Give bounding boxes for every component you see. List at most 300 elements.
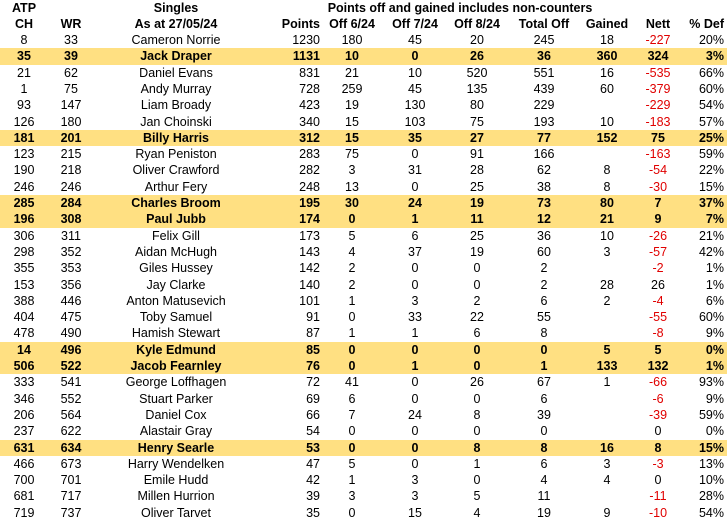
off-6-24: 0 (348, 505, 356, 520)
rank-ch: 681 (13, 489, 35, 504)
off-8-24: 0 (473, 391, 481, 406)
rank-ch: 8 (20, 33, 28, 47)
total-off: 60 (537, 244, 551, 259)
nett: 5 (654, 342, 662, 357)
header-off-8-24: Off 8/24 (454, 17, 500, 31)
gained (580, 407, 634, 423)
total-off: 12 (537, 212, 551, 227)
pct-def: 66% (698, 65, 724, 80)
rank-wr: 541 (60, 375, 82, 390)
gained (580, 309, 634, 325)
off-8-24: 27 (470, 130, 484, 145)
pct-def: 22% (698, 163, 724, 178)
nett: 324 (647, 49, 669, 64)
rank-ch: 35 (17, 49, 31, 64)
table-row (0, 325, 727, 341)
rank-wr: 201 (60, 130, 82, 145)
total-off: 19 (537, 505, 551, 520)
nett: 7 (654, 196, 662, 210)
nett: -10 (648, 505, 668, 520)
pct-def: 42% (698, 244, 724, 259)
off-6-24: 259 (341, 81, 363, 96)
table-row (0, 423, 727, 439)
player-name: Oliver Tarvet (141, 505, 211, 520)
header-atp: ATP (11, 1, 37, 15)
nett: 9 (654, 212, 662, 227)
pct-def: 93% (698, 375, 724, 390)
table-row (0, 244, 727, 260)
gained: 4 (603, 473, 611, 488)
pct-def: 15% (698, 179, 724, 194)
rank-ch: 404 (13, 310, 35, 325)
nett: -4 (652, 293, 664, 308)
off-6-24: 21 (345, 65, 359, 80)
rank-wr: 308 (60, 212, 82, 227)
rank-wr: 75 (64, 81, 78, 96)
total-off: 6 (540, 293, 548, 308)
points: 142 (299, 261, 320, 276)
off-8-24: 11 (470, 212, 484, 227)
table-row (0, 440, 727, 456)
gained (580, 260, 634, 276)
total-off: 2 (540, 261, 548, 276)
off-8-24: 6 (473, 326, 481, 341)
off-6-24: 2 (348, 261, 356, 276)
off-7-24: 1 (411, 212, 419, 227)
rank-wr: 496 (60, 342, 82, 357)
table-row (0, 146, 727, 162)
rank-ch: 631 (13, 440, 35, 455)
rank-ch: 306 (13, 228, 35, 243)
header-pct-def: % Def (689, 17, 724, 31)
header-singles: Singles (153, 1, 199, 15)
player-name: Henry Searle (137, 440, 215, 455)
off-6-24: 0 (348, 342, 356, 357)
total-off: 73 (537, 196, 551, 210)
off-7-24: 0 (411, 342, 419, 357)
rank-wr: 634 (60, 440, 82, 455)
off-7-24: 0 (411, 456, 419, 471)
gained (580, 488, 634, 504)
pct-def: 15% (698, 440, 724, 455)
pct-def: 57% (698, 114, 724, 129)
table-row (0, 260, 727, 276)
table-row (0, 407, 727, 423)
total-off: 55 (537, 310, 551, 325)
points: 423 (299, 98, 320, 113)
nett: 75 (651, 130, 665, 145)
nett: -3 (652, 456, 664, 471)
gained: 10 (600, 228, 614, 243)
pct-def: 37% (698, 196, 724, 210)
nett: -55 (648, 310, 668, 325)
nett: -379 (645, 81, 671, 96)
table-row (0, 309, 727, 325)
nett: 0 (654, 424, 662, 439)
pct-def: 60% (698, 310, 724, 325)
rank-ch: 126 (13, 114, 35, 129)
rank-ch: 123 (13, 147, 35, 162)
total-off: 62 (537, 163, 551, 178)
nett: -163 (645, 147, 671, 162)
off-8-24: 20 (470, 33, 484, 47)
total-off: 0 (540, 342, 548, 357)
gained: 10 (600, 114, 614, 129)
rank-ch: 93 (17, 98, 31, 113)
pct-def: 1% (705, 359, 724, 373)
table-row (0, 48, 727, 64)
player-name: Charles Broom (131, 196, 221, 210)
nett: -229 (645, 98, 671, 113)
header-note: Points off and gained includes non-counters (327, 1, 593, 15)
gained: 5 (603, 342, 611, 357)
points: 831 (299, 65, 320, 80)
off-7-24: 15 (408, 505, 422, 520)
nett: -30 (648, 179, 668, 194)
rank-ch: 246 (13, 179, 35, 194)
gained: 21 (600, 212, 614, 227)
rank-wr: 218 (60, 163, 82, 178)
rank-ch: 190 (13, 163, 35, 178)
nett: -54 (648, 163, 668, 178)
pct-def: 7% (705, 212, 724, 227)
gained: 8 (603, 163, 611, 178)
table-row (0, 114, 727, 130)
player-name: Harry Wendelken (127, 456, 225, 471)
rank-ch: 346 (13, 391, 35, 406)
points: 87 (306, 326, 320, 341)
rank-ch: 355 (13, 261, 35, 276)
total-off: 36 (537, 49, 551, 64)
rank-ch: 298 (13, 244, 35, 259)
points: 47 (306, 456, 320, 471)
off-6-24: 0 (348, 310, 356, 325)
gained: 60 (600, 81, 614, 96)
player-name: Hamish Stewart (131, 326, 221, 341)
rank-wr: 147 (60, 98, 82, 113)
rank-wr: 522 (60, 359, 82, 373)
header-wr: WR (60, 17, 82, 31)
off-8-24: 0 (473, 473, 481, 488)
player-name: Kyle Edmund (136, 342, 216, 357)
off-8-24: 1 (473, 456, 481, 471)
gained: 3 (603, 244, 611, 259)
off-8-24: 26 (470, 49, 484, 64)
header-nett: Nett (645, 17, 671, 31)
off-6-24: 180 (341, 33, 363, 47)
off-8-24: 26 (470, 375, 484, 390)
rank-wr: 215 (60, 147, 82, 162)
player-name: Alastair Gray (139, 424, 213, 439)
nett: -535 (645, 65, 671, 80)
rank-wr: 353 (60, 261, 82, 276)
rank-ch: 196 (13, 212, 35, 227)
points: 140 (299, 277, 320, 292)
total-off: 6 (540, 391, 548, 406)
rank-wr: 490 (60, 326, 82, 341)
gained: 16 (600, 440, 614, 455)
off-8-24: 19 (470, 196, 484, 210)
pct-def: 25% (698, 130, 724, 145)
player-name: Toby Samuel (139, 310, 213, 325)
player-name: Ryan Peniston (135, 147, 217, 162)
off-7-24: 0 (411, 49, 419, 64)
off-7-24: 1 (411, 359, 419, 373)
player-name: Aidan McHugh (135, 244, 217, 259)
header-off-6-24: Off 6/24 (329, 17, 375, 31)
gained: 28 (600, 277, 614, 292)
player-name: Cameron Norrie (131, 33, 221, 47)
off-8-24: 4 (473, 505, 481, 520)
gained: 80 (600, 196, 614, 210)
gained: 3 (603, 456, 611, 471)
rank-wr: 180 (60, 114, 82, 129)
off-6-24: 0 (348, 440, 356, 455)
pct-def: 1% (705, 261, 724, 276)
player-name: Billy Harris (142, 130, 209, 145)
off-6-24: 6 (348, 391, 356, 406)
table-row (0, 32, 727, 48)
off-7-24: 3 (411, 489, 419, 504)
rank-ch: 700 (13, 473, 35, 488)
off-8-24: 91 (470, 147, 484, 162)
off-8-24: 19 (470, 244, 484, 259)
nett: -183 (645, 114, 671, 129)
gained (580, 423, 634, 439)
off-6-24: 2 (348, 277, 356, 292)
off-7-24: 24 (408, 407, 422, 422)
rank-wr: 352 (60, 244, 82, 259)
off-7-24: 3 (411, 293, 419, 308)
off-6-24: 13 (345, 179, 359, 194)
off-8-24: 0 (473, 424, 481, 439)
nett: -6 (652, 391, 664, 406)
rank-wr: 737 (60, 505, 82, 520)
total-off: 67 (537, 375, 551, 390)
table-row (0, 179, 727, 195)
nett: -39 (648, 407, 668, 422)
off-8-24: 2 (473, 293, 481, 308)
total-off: 245 (533, 33, 555, 47)
player-name: Anton Matusevich (126, 293, 226, 308)
off-8-24: 0 (473, 261, 481, 276)
points: 248 (299, 179, 320, 194)
total-off: 77 (537, 130, 551, 145)
rank-wr: 33 (64, 33, 78, 47)
header-as-at: As at 27/05/24 (134, 17, 218, 31)
pct-def: 13% (698, 456, 724, 471)
off-6-24: 75 (345, 147, 359, 162)
nett: -11 (649, 489, 667, 504)
player-name: Stuart Parker (139, 391, 213, 406)
off-7-24: 0 (411, 261, 419, 276)
off-8-24: 22 (470, 310, 484, 325)
off-6-24: 3 (348, 489, 356, 504)
rank-ch: 719 (13, 505, 35, 520)
points: 340 (299, 114, 320, 129)
total-off: 8 (540, 440, 548, 455)
gained (580, 325, 634, 341)
total-off: 193 (533, 114, 555, 129)
off-7-24: 31 (408, 163, 422, 178)
table-row (0, 211, 727, 227)
pct-def: 28% (698, 489, 724, 504)
off-7-24: 3 (411, 473, 419, 488)
points: 53 (306, 440, 320, 455)
table-row (0, 162, 727, 178)
points: 101 (299, 293, 320, 308)
off-7-24: 24 (408, 196, 422, 210)
pct-def: 60% (698, 81, 724, 96)
player-name: Liam Broady (140, 98, 212, 113)
player-name: Jan Choinski (140, 114, 212, 129)
gained: 360 (596, 49, 618, 64)
points: 283 (299, 147, 320, 162)
pct-def: 54% (698, 505, 724, 520)
table-row (0, 391, 727, 407)
total-off: 0 (540, 424, 548, 439)
rank-wr: 284 (60, 196, 82, 210)
off-8-24: 80 (470, 98, 484, 113)
pct-def: 10% (698, 473, 724, 488)
off-7-24: 0 (411, 440, 419, 455)
pct-def: 54% (698, 98, 724, 113)
off-7-24: 130 (404, 98, 426, 113)
header-points: Points (281, 17, 320, 31)
total-off: 166 (533, 147, 555, 162)
gained: 18 (600, 33, 614, 47)
table-row (0, 130, 727, 146)
gained (580, 391, 634, 407)
total-off: 36 (537, 228, 551, 243)
off-6-24: 1 (348, 473, 356, 488)
rank-ch: 466 (13, 456, 35, 471)
rank-wr: 356 (60, 277, 82, 292)
off-8-24: 25 (470, 228, 484, 243)
rank-wr: 717 (60, 489, 82, 504)
pct-def: 9% (705, 391, 724, 406)
table-row (0, 277, 727, 293)
total-off: 2 (540, 277, 548, 292)
gained: 1 (603, 375, 611, 390)
points: 85 (306, 342, 320, 357)
total-off: 6 (540, 456, 548, 471)
table-row (0, 65, 727, 81)
nett: -8 (652, 326, 664, 341)
off-8-24: 0 (473, 359, 481, 373)
off-7-24: 45 (408, 81, 422, 96)
rank-ch: 478 (13, 326, 35, 341)
player-name: George Loffhagen (125, 375, 227, 390)
total-off: 229 (533, 98, 555, 113)
points: 91 (306, 310, 320, 325)
pct-def: 3% (705, 49, 724, 64)
rank-ch: 181 (13, 130, 35, 145)
rank-wr: 622 (60, 424, 82, 439)
table-row (0, 228, 727, 244)
rank-ch: 333 (13, 375, 35, 390)
rank-ch: 388 (13, 293, 35, 308)
off-7-24: 0 (411, 424, 419, 439)
points: 174 (299, 212, 320, 227)
points: 1131 (292, 49, 320, 64)
nett: -66 (648, 375, 668, 390)
rank-wr: 701 (60, 473, 82, 488)
off-6-24: 30 (345, 196, 359, 210)
table-row (0, 488, 727, 504)
off-7-24: 0 (411, 277, 419, 292)
rank-wr: 552 (60, 391, 82, 406)
player-name: Jay Clarke (146, 277, 206, 292)
off-8-24: 5 (473, 489, 481, 504)
rank-wr: 673 (60, 456, 82, 471)
player-name: Arthur Fery (144, 179, 208, 194)
table-row (0, 81, 727, 97)
off-6-24: 0 (348, 424, 356, 439)
off-6-24: 0 (348, 359, 356, 373)
points: 42 (306, 473, 320, 488)
header-total-off: Total Off (518, 17, 570, 31)
rank-ch: 14 (17, 342, 31, 357)
points: 76 (306, 359, 320, 373)
off-7-24: 6 (411, 228, 419, 243)
table-row (0, 195, 727, 211)
points: 1230 (292, 33, 320, 47)
pct-def: 9% (705, 326, 724, 341)
nett: 26 (651, 277, 665, 292)
rank-wr: 446 (60, 293, 82, 308)
off-7-24: 0 (411, 391, 419, 406)
off-8-24: 28 (470, 163, 484, 178)
off-7-24: 0 (411, 179, 419, 194)
total-off: 8 (540, 326, 548, 341)
off-8-24: 135 (466, 81, 488, 96)
off-6-24: 15 (345, 114, 359, 129)
gained: 9 (603, 505, 611, 520)
table-row (0, 472, 727, 488)
pct-def: 21% (698, 228, 724, 243)
total-off: 439 (533, 81, 555, 96)
nett: 8 (654, 440, 662, 455)
player-name: Jack Draper (140, 49, 212, 64)
pct-def: 0% (705, 342, 724, 357)
off-8-24: 0 (473, 342, 481, 357)
gained: 16 (600, 65, 614, 80)
points: 66 (306, 407, 320, 422)
off-8-24: 0 (473, 277, 481, 292)
nett: -227 (645, 33, 671, 47)
off-6-24: 1 (348, 293, 356, 308)
nett: 0 (654, 473, 662, 488)
off-7-24: 33 (408, 310, 422, 325)
points: 143 (299, 244, 320, 259)
table-row (0, 358, 727, 374)
player-name: Emile Hudd (143, 473, 209, 488)
rank-ch: 153 (13, 277, 35, 292)
rank-ch: 1 (20, 81, 28, 96)
header-gained: Gained (585, 17, 629, 31)
points: 173 (299, 228, 320, 243)
off-8-24: 75 (470, 114, 484, 129)
rank-ch: 237 (13, 424, 35, 439)
player-name: Andy Murray (140, 81, 212, 96)
points: 282 (299, 163, 320, 178)
total-off: 39 (537, 407, 551, 422)
off-7-24: 1 (411, 326, 419, 341)
player-name: Felix Gill (152, 228, 200, 243)
rank-wr: 311 (61, 228, 81, 243)
gained: 2 (603, 293, 611, 308)
